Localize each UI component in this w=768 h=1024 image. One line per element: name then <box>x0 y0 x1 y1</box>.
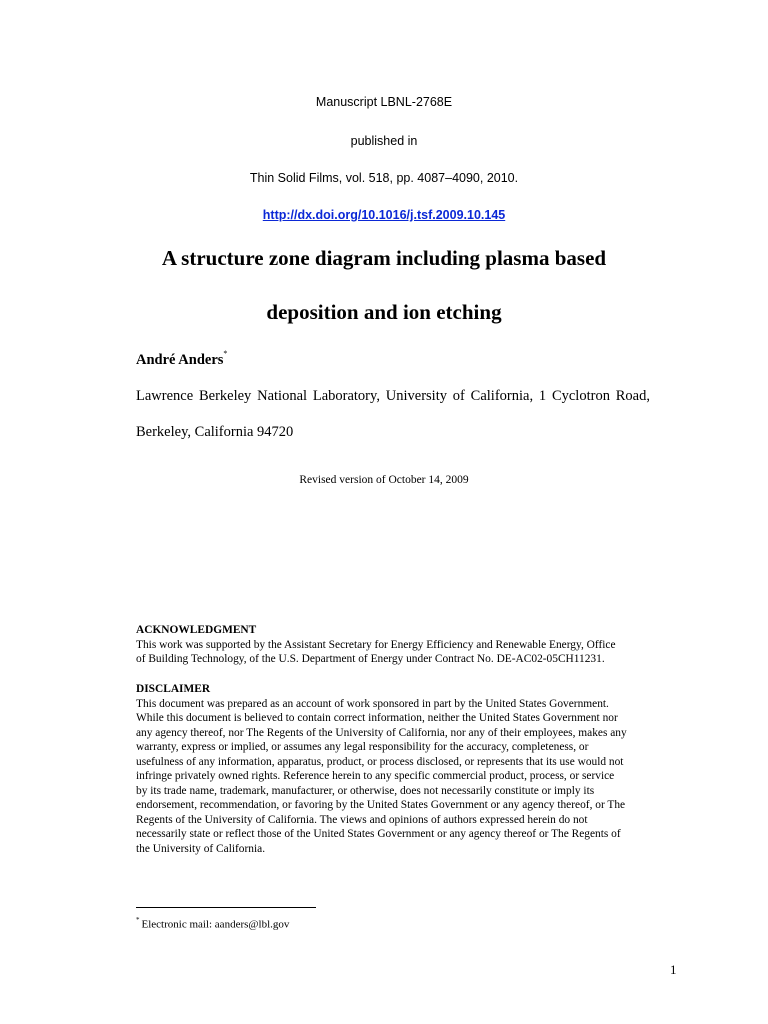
disclaimer-heading: DISCLAIMER <box>136 683 211 695</box>
disclaimer-line: infringe privately owned rights. Reference herein to any specific commercial product, process, or service <box>136 770 615 782</box>
revision-note: Revised version of October 14, 2009 <box>299 474 469 486</box>
journal-citation: Thin Solid Films, vol. 518, pp. 4087–4090, 2010. <box>249 171 519 185</box>
disclaimer-line: warranty, express or implied, or assumes any legal responsibility for the accuracy, completeness, or <box>136 741 589 753</box>
paper-title-line-2: deposition and ion etching <box>266 300 502 324</box>
affiliation-line-2: Berkeley, California 94720 <box>136 424 294 440</box>
footnote-marker: * <box>136 916 140 924</box>
disclaimer-line: Regents of the University of California. The views and opinions of authors expressed herein do not <box>136 813 588 826</box>
acknowledgment-line: of Building Technology, of the U.S. Department of Energy under Contract No. DE-AC02-05CH11231. <box>136 653 605 665</box>
acknowledgment-heading: ACKNOWLEDGMENT <box>136 624 257 636</box>
disclaimer-line: usefulness of any information, apparatus, product, or process disclosed, or represents that its use would not <box>136 755 624 768</box>
disclaimer-line: This document was prepared as an account of work sponsored in part by the United States Government. <box>136 697 609 710</box>
footnote-divider <box>136 907 316 908</box>
author-name: André Anders <box>136 351 224 368</box>
disclaimer-line: any agency thereof, nor The Regents of the University of California, nor any of their employees, makes any <box>136 726 627 739</box>
published-in-label: published in <box>350 134 418 148</box>
disclaimer-line: endorsement, recommendation, or favoring by the United States Government or any agency thereof, or The <box>136 799 626 811</box>
disclaimer-line: the University of California. <box>136 842 266 855</box>
acknowledgment-line: This work was supported by the Assistant Secretary for Energy Efficiency and Renewable Energy, Office <box>136 638 616 651</box>
acknowledgment-section <box>136 623 676 667</box>
paper-title-line-1: A structure zone diagram including plasma based <box>161 246 607 270</box>
doi-link[interactable]: http://dx.doi.org/10.1016/j.tsf.2009.10.145 <box>262 208 506 222</box>
disclaimer-section <box>136 682 676 856</box>
disclaimer-line: While this document is believed to contain correct information, neither the United States Government nor <box>136 712 618 724</box>
author-footnote-marker: * <box>223 349 228 358</box>
author <box>136 351 227 369</box>
affiliation-line-1: Lawrence Berkeley National Laboratory, University of California, 1 Cyclotron Road, <box>136 388 650 404</box>
disclaimer-line: necessarily state or reflect those of the United States Government or any agency thereof or The Regents of <box>136 828 621 840</box>
disclaimer-line: by its trade name, trademark, manufacturer, or otherwise, does not necessarily constitute or imply its <box>136 784 595 797</box>
page-number: 1 <box>670 962 677 977</box>
footnote <box>136 917 289 931</box>
doi-line <box>0 208 768 222</box>
manuscript-id: Manuscript LBNL-2768E <box>315 95 453 109</box>
footnote-text: Electronic mail: aanders@lbl.gov <box>141 918 290 931</box>
